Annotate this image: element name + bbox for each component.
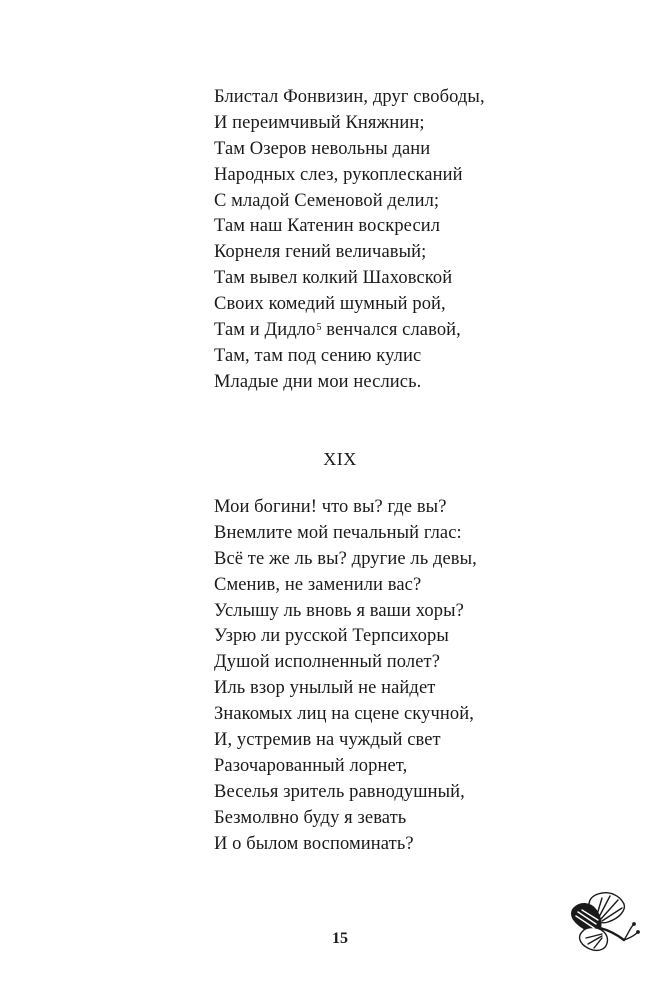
verse-line: И переимчивый Княжнин; [214, 112, 425, 133]
verse-line-end: венчался славой, [321, 320, 461, 341]
verse-line: Там Озеров невольны дани [214, 138, 431, 159]
verse-line-start: Там и Дидло [214, 320, 316, 341]
footnote-reference[interactable]: 5 [316, 322, 322, 334]
stanza-number: XIX [323, 449, 357, 469]
verse-line: Услышу ль вновь я ваши хоры? [214, 600, 464, 621]
verse-line [214, 318, 485, 344]
verse-line: Корнеля гений величавый; [214, 242, 427, 263]
verse-line: Сменив, не заменили вас? [214, 574, 422, 595]
verse-line: Младые дни мои неслись. [214, 371, 422, 392]
verse-line: Иль взор унылый не найдет [214, 678, 436, 699]
verse-line: Веселья зритель равнодушный, [214, 781, 465, 802]
verse-line: Душой исполненный полет? [214, 652, 441, 673]
verse-line: С младой Семеновой делил; [214, 190, 440, 211]
verse-line: Там, там под сению кулис [214, 345, 422, 366]
verse-line: Своих комедий шумный рой, [214, 294, 446, 315]
verse-line: Безмолвно буду я зевать [214, 807, 407, 828]
stanza-19 [214, 495, 477, 857]
stanza-18 [214, 85, 485, 396]
verse-line: Разочарованный лорнет, [214, 755, 408, 776]
verse-line: Там вывел колкий Шаховской [214, 268, 453, 289]
verse-line: Народных слез, рукоплесканий [214, 164, 463, 185]
verse-line: Мои богини! что вы? где вы? [214, 497, 447, 517]
verse-line: Блистал Фонвизин, друг свободы, [214, 87, 485, 107]
butterfly-icon [562, 888, 642, 954]
verse-line: И, устремив на чуждый свет [214, 730, 441, 751]
verse-line: Внемлите мой печальный глас: [214, 522, 462, 543]
verse-line: Узрю ли русской Терпсихоры [214, 626, 449, 647]
verse-line: Всё те же ль вы? другие ль девы, [214, 548, 477, 569]
verse-line: Знакомых лиц на сцене скучной, [214, 704, 474, 725]
verse-line: И о былом воспоминать? [214, 833, 414, 854]
verse-line: Там наш Катенин воскресил [214, 216, 441, 237]
page-number: 15 [332, 930, 348, 947]
